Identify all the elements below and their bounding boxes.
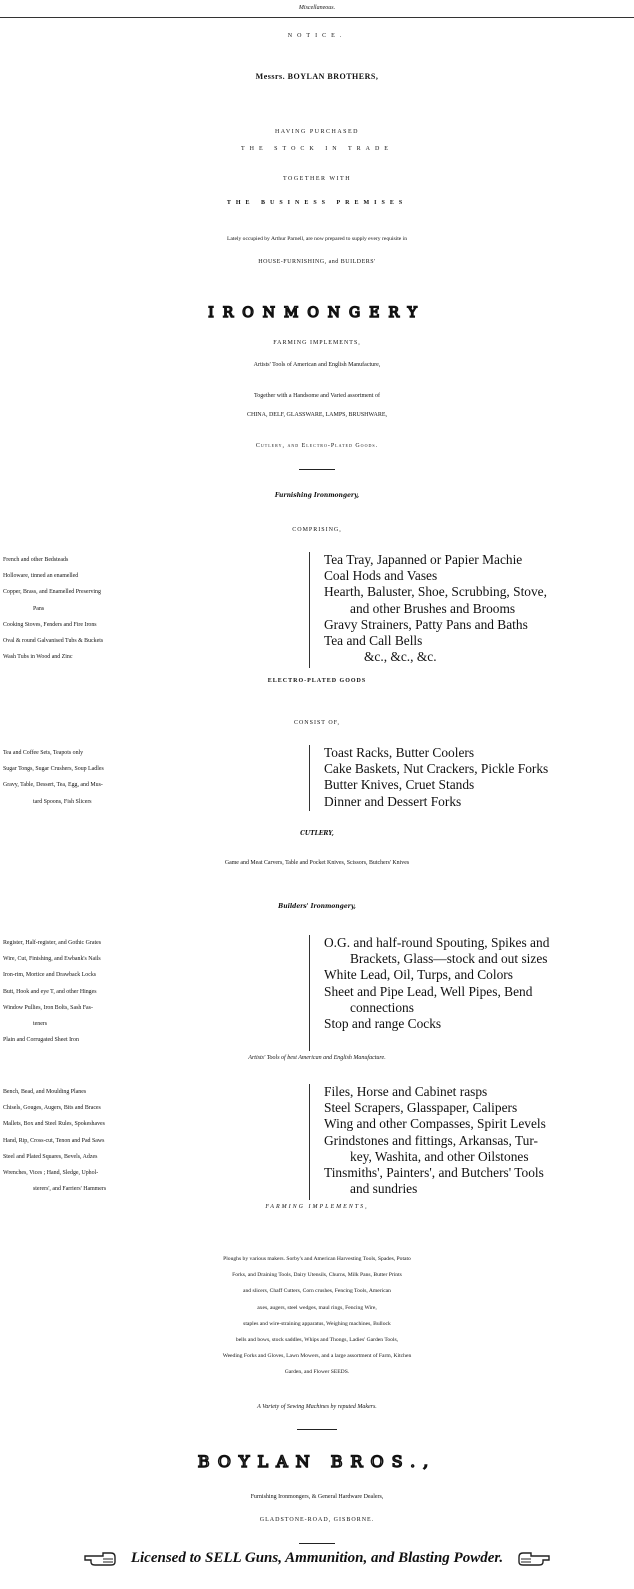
licensed-row (0, 1550, 634, 1567)
farming-paragraph (0, 1251, 634, 1381)
farming-line: Ploughs by various makers. Sorby's and American Harvesting Tools, Spades, Potato (223, 1256, 411, 1262)
list-item: Mallets, Box and Steel Rules, Spokeshaves (3, 1121, 105, 1128)
list-item: Iron-rim, Mortice and Drawback Locks (3, 972, 97, 979)
list-item: Wrenches, Vices ; Hand, Sledge, Uphol- (3, 1170, 99, 1177)
list-item: Stop and range Cocks (324, 1016, 442, 1032)
list-item: Wire, Cut, Finishing, and Ewbank's Nails (3, 956, 101, 963)
list-item: Copper, Brass, and Enamelled Preserving (3, 589, 101, 596)
list-item: Cake Baskets, Nut Crackers, Pickle Forks (324, 761, 549, 777)
builders-left (0, 935, 310, 1051)
list-item: Wash Tubs in Wood and Zinc (3, 654, 73, 661)
list-item: Coal Hods and Vases (324, 568, 438, 584)
list-item: teners (33, 1021, 48, 1028)
list-item: Register, Half-register, and Gothic Grates (3, 940, 101, 946)
sewing-machines: A Variety of Sewing Machines by reputed Makers. (257, 1404, 377, 1410)
farming-line: Garden, and Flower SEEDS. (284, 1369, 350, 1376)
list-item: Tinsmiths', Painters', and Butchers' Tools (324, 1165, 544, 1181)
rule-3 (299, 1543, 335, 1544)
pointing-hand-icon (83, 1551, 117, 1567)
rule-1 (299, 469, 335, 470)
cutlery-line: Game and Meat Carvers, Table and Pocket Knives, Scissors, Butchers' Knives (224, 860, 410, 866)
stock-in-trade: THE STOCK IN TRADE (241, 146, 393, 152)
list-item: Steel Scrapers, Glasspaper, Calipers (324, 1100, 518, 1116)
artists-tools-line: Artists' Tools of American and English Manufacture, (253, 362, 381, 368)
together-with: TOGETHER WITH (282, 176, 352, 182)
furnishing-right (310, 552, 634, 668)
list-item: Bench, Bead, and Moulding Planes (3, 1089, 87, 1095)
furnishing-left (0, 552, 310, 668)
list-item: Hand, Rip, Cross-cut, Tenon and Pad Saws (3, 1137, 105, 1144)
list-item: O.G. and half-round Spouting, Spikes and (324, 935, 550, 950)
list-item: Butt, Hook and eye T, and other Hinges (3, 988, 97, 995)
electro-columns (0, 745, 634, 811)
furnishing-title: Furnishing Ironmongery, (274, 492, 360, 499)
having-purchased: HAVING PURCHASED (274, 129, 360, 135)
list-item: and sundries (350, 1181, 418, 1197)
farming-line: staples and wire-straining apparatus, Weighing machines, Bullock (243, 1320, 391, 1327)
list-item: Tea and Call Bells (324, 633, 423, 649)
cutlery-electro-line: Cutlery, and Electro-Plated Goods. (255, 443, 379, 449)
farming-line: axes, augers, steel wedges, maul rings, Fencing Wire, (257, 1304, 377, 1311)
farming-line: and slicers, Chaff Cutters, Corn crushes, Fencing Tools, American (243, 1288, 391, 1295)
artists-columns (0, 1084, 634, 1200)
cutlery-title: CUTLERY, (300, 830, 334, 837)
handsome-assortment: Together with a Handsome and Varied assortment of (254, 393, 380, 399)
list-item: Tea and Coffee Sets, Teapots only (3, 750, 84, 756)
licensed-text: Licensed to SELL Guns, Ammunition, and Blasting Powder. (130, 1550, 504, 1566)
list-item: Toast Racks, Butter Coolers (324, 745, 475, 760)
list-item: French and other Bedsteads (3, 557, 69, 563)
list-item: Files, Horse and Cabinet rasps (324, 1084, 488, 1099)
list-item: Wing and other Compasses, Spirit Levels (324, 1116, 546, 1132)
section-header: Miscellaneous. (298, 5, 336, 11)
artists-right (310, 1084, 634, 1200)
list-item: Gravy, Table, Dessert, Tea, Egg, and Mus- (3, 782, 103, 789)
builders-columns (0, 935, 634, 1051)
farming-line: bells and bows, stock saddles, Whips and Thongs, Ladies' Garden Tools, (235, 1337, 399, 1344)
farming-implements-line: FARMING IMPLEMENTS, (273, 340, 361, 346)
list-item: Brackets, Glass—stock and out sizes (350, 951, 548, 967)
firm-name: Messrs. BOYLAN BROTHERS, (255, 72, 379, 81)
electro-sub: CONSIST OF, (293, 720, 341, 726)
list-item: Cooking Stoves, Fenders and Fire Irons (3, 621, 97, 628)
ironmongery-heading: IRONMONGERY (208, 305, 426, 321)
etc-2: &c., (390, 649, 414, 665)
etc-row (324, 649, 634, 665)
electro-title: ELECTRO-PLATED GOODS (267, 678, 367, 684)
list-item: Holloware, tinned an enamelled (3, 573, 79, 580)
list-item: Butter Knives, Cruet Stands (324, 777, 475, 793)
notice-heading: NOTICE. (287, 33, 347, 39)
list-item: Sheet and Pipe Lead, Well Pipes, Bend (324, 983, 533, 999)
artists-tools-title: Artists' Tools of best American and English Manufacture. (248, 1055, 386, 1061)
list-item: Pans (33, 605, 45, 612)
list-item: White Lead, Oil, Turps, and Colors (324, 967, 513, 983)
artists-left (0, 1084, 310, 1200)
furnishing-sub: COMPRISING, (292, 527, 342, 533)
lately-occupied: Lately occupied by Arthur Parnell, are now prepared to supply every requisite in (226, 236, 408, 242)
list-item: Window Pullies, Iron Bolts, Sash Fas- (3, 1004, 93, 1011)
farming-title: FARMING IMPLEMENTS, (265, 1204, 369, 1210)
list-item: and other Brushes and Brooms (350, 600, 516, 616)
list-item: connections (350, 999, 414, 1015)
farming-line: Forks, and Draining Tools, Dairy Utensils, Churns, Milk Pans, Butter Prints (232, 1272, 402, 1279)
list-item: tard Spoons, Fish Slicers (33, 798, 92, 805)
list-item: Steel and Plated Squares, Bevels, Adzes (3, 1153, 98, 1160)
electro-left (0, 745, 310, 811)
address-line: GLADSTONE-ROAD, GISBORNE. (259, 1517, 375, 1523)
pointing-hand-left-icon (517, 1551, 551, 1567)
etc-3: &c. (416, 649, 437, 665)
dealers-line: Furnishing Ironmongers, & General Hardware Dealers, (250, 1494, 384, 1500)
list-item: key, Washita, and other Oilstones (350, 1148, 529, 1164)
china-delf-line: CHINA, DELF, GLASSWARE, LAMPS, BRUSHWARE, (246, 412, 388, 418)
list-item: Grindstones and fittings, Arkansas, Tur- (324, 1132, 538, 1148)
house-furnishing: HOUSE-FURNISHING, and BUILDERS' (258, 259, 376, 265)
list-item: Sugar Tongs, Sugar Crushers, Soup Ladles (3, 766, 104, 773)
list-item: Plain and Corrugated Sheet Iron (3, 1037, 79, 1044)
etc-1: &c., (364, 649, 388, 665)
header-rule (0, 17, 634, 18)
list-item: sterers', and Farriers' Hammers (33, 1186, 107, 1193)
list-item: Chisels, Gouges, Augers, Bits and Braces (3, 1105, 101, 1112)
farming-line: Weeding Forks and Gloves, Lawn Mowers, and a large assortment of Farm, Kitchen (222, 1353, 412, 1360)
list-item: Oval & round Galvanised Tubs & Buckets (3, 638, 104, 645)
business-premises: THE BUSINESS PREMISES (226, 200, 408, 206)
list-item: Hearth, Baluster, Shoe, Scrubbing, Stove, (324, 584, 547, 600)
list-item: Tea Tray, Japanned or Papier Machie (324, 552, 523, 567)
builders-right (310, 935, 634, 1051)
rule-2 (297, 1429, 337, 1430)
list-item: Dinner and Dessert Forks (324, 793, 462, 809)
furnishing-columns (0, 552, 634, 668)
electro-right (310, 745, 634, 811)
boylan-bros-heading: BOYLAN BROS., (197, 1452, 437, 1471)
builders-title: Builders' Ironmongery, (278, 903, 356, 910)
list-item: Gravy Strainers, Patty Pans and Baths (324, 616, 528, 632)
